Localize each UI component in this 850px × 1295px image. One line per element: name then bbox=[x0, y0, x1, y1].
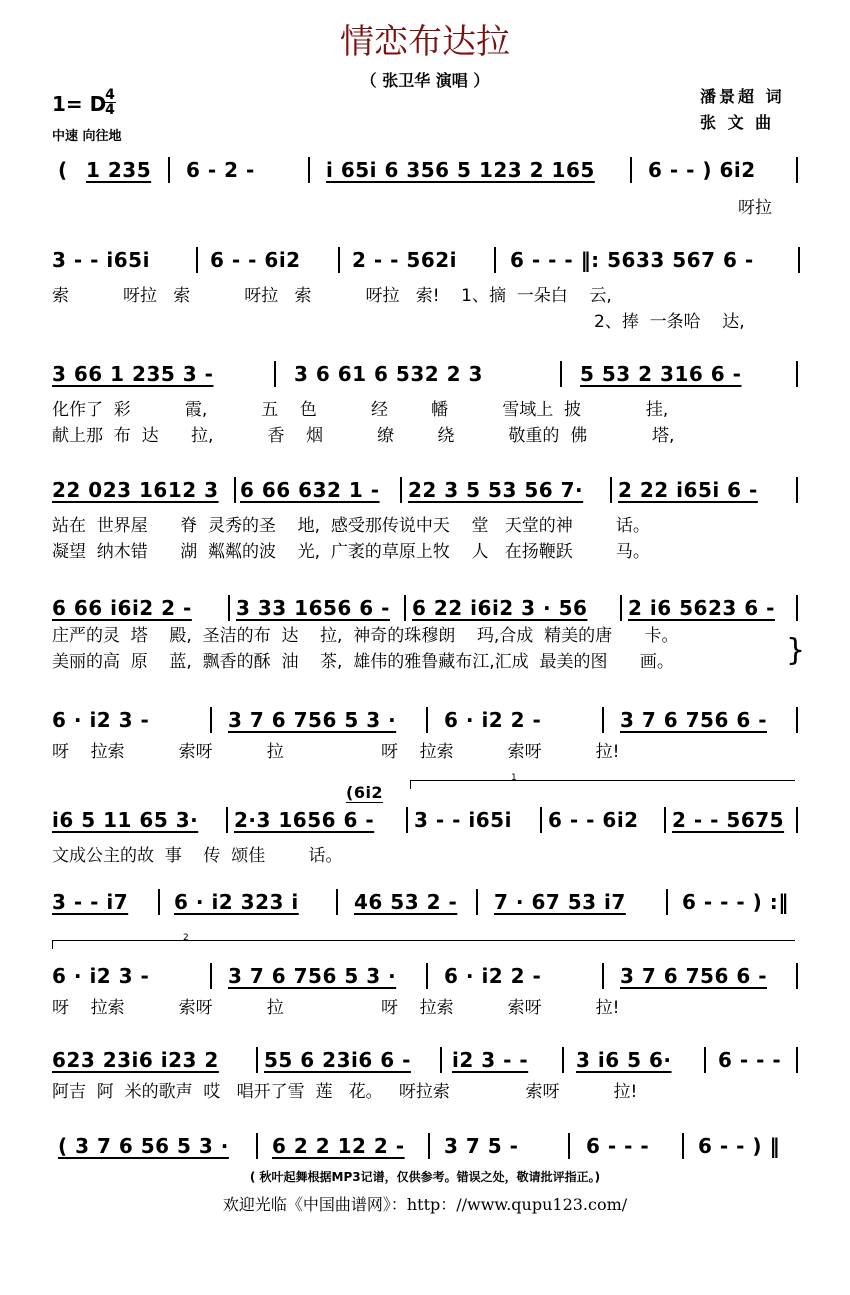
note-group: 3 i6 5 6· bbox=[576, 1048, 672, 1072]
score-line-4 bbox=[0, 476, 850, 504]
barline bbox=[602, 963, 604, 989]
volta-2-bracket bbox=[52, 933, 795, 949]
score-line-1 bbox=[0, 156, 850, 184]
note-group: 2 - - 562i bbox=[352, 248, 458, 272]
note-group: 6 · i2 3 - bbox=[52, 964, 150, 988]
note-group: 3 6 61 6 532 2 3 bbox=[294, 362, 483, 386]
lyric-text: 阿吉 阿 米的歌声 哎 唱开了雪 莲 花。 呀拉索 索呀 拉! bbox=[52, 1082, 638, 1102]
note-group: ( bbox=[58, 158, 68, 182]
barline bbox=[168, 157, 170, 183]
lyric-text: 2、捧 一条哈 达, bbox=[594, 312, 745, 332]
lyric-text: 凝望 纳木错 湖 粼粼的波 光, 广袤的草原上牧 人 在扬鞭跃 马。 bbox=[52, 542, 650, 562]
score-line-10 bbox=[0, 1046, 850, 1074]
note-group: 3 66 1 235 3 - bbox=[52, 362, 214, 386]
score-line-9 bbox=[0, 962, 850, 990]
score-line-7 bbox=[0, 806, 850, 834]
barline bbox=[400, 477, 402, 503]
note-group: 5 53 2 316 6 - bbox=[580, 362, 742, 386]
barline bbox=[560, 361, 562, 387]
score-line-2 bbox=[0, 246, 850, 274]
lyrics-line-3a bbox=[0, 398, 850, 422]
note-group: i 65i 6 356 5 123 2 165 bbox=[326, 158, 595, 182]
lyric-text: 呀 拉索 索呀 拉 呀 拉索 索呀 拉! bbox=[52, 998, 620, 1018]
note-group: 55 6 23i6 6 - bbox=[264, 1048, 411, 1072]
barline bbox=[336, 889, 338, 915]
barline bbox=[610, 477, 612, 503]
verse-brace: } bbox=[786, 633, 806, 668]
barline bbox=[562, 1047, 564, 1073]
note-group: 6 - 2 - bbox=[186, 158, 255, 182]
note-group: 2·3 1656 6 - bbox=[234, 808, 375, 832]
composer-credit: 张 文 曲 bbox=[700, 113, 775, 132]
barline bbox=[494, 247, 496, 273]
note-group: 3 - - i7 bbox=[52, 890, 129, 914]
tempo-marking: 中速 向往地 bbox=[52, 129, 122, 144]
note-group: 3 7 5 - bbox=[444, 1134, 519, 1158]
barline bbox=[796, 361, 798, 387]
note-group: 22 023 1612 3 bbox=[52, 478, 219, 502]
barline bbox=[796, 1047, 798, 1073]
lyric-text: 化作了 彩 霞, 五 色 经 幡 雪域上 披 挂, bbox=[52, 400, 669, 420]
barline bbox=[620, 595, 622, 621]
site-footer: 欢迎光临《中国曲谱网》：http：//www.qupu123.com/ bbox=[222, 1195, 628, 1214]
barline bbox=[796, 807, 798, 833]
barline bbox=[666, 889, 668, 915]
note-group: 3 33 1656 6 - bbox=[236, 596, 390, 620]
note-group: 3 7 6 756 6 - bbox=[620, 964, 768, 988]
score-line-5 bbox=[0, 594, 850, 622]
time-top: 4 bbox=[105, 87, 115, 103]
note-group: 3 - - i65i bbox=[52, 248, 150, 272]
lyrics-line-6 bbox=[0, 740, 850, 764]
note-group: 3 7 6 756 5 3 · bbox=[228, 708, 397, 732]
note-group: 6 - - - bbox=[586, 1134, 650, 1158]
lyric-text: 献上那 布 达 拉, 香 烟 缭 绕 敬重的 佛 塔, bbox=[52, 426, 675, 446]
note-group: 3 - - i65i bbox=[414, 808, 512, 832]
barline bbox=[664, 807, 666, 833]
time-signature bbox=[104, 88, 116, 117]
score-line-11 bbox=[0, 1132, 850, 1160]
lyrics-line-9 bbox=[0, 996, 850, 1020]
note-group: 6 - - 6i2 bbox=[210, 248, 301, 272]
lyrics-line-1 bbox=[0, 196, 850, 220]
alt-notes bbox=[0, 782, 850, 804]
barline bbox=[602, 707, 604, 733]
lyric-text: 站在 世界屋 脊 灵秀的圣 地, 感受那传说中天 堂 天堂的神 话。 bbox=[52, 516, 650, 536]
barline bbox=[404, 595, 406, 621]
barline bbox=[228, 595, 230, 621]
barline bbox=[210, 707, 212, 733]
note-group: 6 · i2 323 i bbox=[174, 890, 299, 914]
barline bbox=[796, 963, 798, 989]
barline bbox=[196, 247, 198, 273]
barline bbox=[540, 807, 542, 833]
note-group: i2 3 - - bbox=[452, 1048, 529, 1072]
barline bbox=[796, 477, 798, 503]
time-bottom: 4 bbox=[105, 102, 115, 118]
note-group: 2 i6 5623 6 - bbox=[628, 596, 775, 620]
barline bbox=[630, 157, 632, 183]
lyrics-line-5a bbox=[0, 624, 850, 648]
barline bbox=[210, 963, 212, 989]
volta-2-number: 2 bbox=[183, 933, 189, 943]
barline bbox=[796, 595, 798, 621]
lyrics-line-5b bbox=[0, 650, 850, 674]
note-group: ( 3 7 6 56 5 3 · bbox=[58, 1134, 229, 1158]
lyrics-line-4a bbox=[0, 514, 850, 538]
note-group: 6 66 632 1 - bbox=[240, 478, 380, 502]
barline bbox=[798, 247, 800, 273]
note-group: 6 - - ) 6i2 bbox=[648, 158, 756, 182]
lyrics-line-3b bbox=[0, 424, 850, 448]
barline bbox=[426, 707, 428, 733]
note-group: 6 - - ) ‖ bbox=[698, 1134, 781, 1158]
lyricist-credit: 潘景超 词 bbox=[700, 87, 785, 106]
note-group: 623 23i6 i23 2 bbox=[52, 1048, 219, 1072]
singer-credit: （ 张卫华 演唱 ） bbox=[360, 71, 490, 90]
lyrics-line-10 bbox=[0, 1080, 850, 1104]
note-group: 6 · i2 2 - bbox=[444, 708, 542, 732]
note-group: (6i2 bbox=[346, 783, 384, 802]
lyric-text: 呀拉 bbox=[738, 198, 772, 218]
lyric-text: 呀 拉索 索呀 拉 呀 拉索 索呀 拉! bbox=[52, 742, 620, 762]
barline bbox=[234, 477, 236, 503]
barline bbox=[682, 1133, 684, 1159]
barline bbox=[440, 1047, 442, 1073]
barline bbox=[796, 157, 798, 183]
lyrics-line-4b bbox=[0, 540, 850, 564]
note-group: 6 - - - bbox=[718, 1048, 782, 1072]
barline bbox=[226, 807, 228, 833]
score-line-8 bbox=[0, 888, 850, 916]
barline bbox=[406, 807, 408, 833]
note-group: 6 22 i6i2 3 · 56 bbox=[412, 596, 588, 620]
barline bbox=[158, 889, 160, 915]
lyric-text: 文成公主的故 事 传 颂佳 话。 bbox=[52, 846, 343, 866]
barline bbox=[476, 889, 478, 915]
song-title: 情恋布达拉 bbox=[340, 22, 510, 62]
note-group: 3 7 6 756 5 3 · bbox=[228, 964, 397, 988]
key-signature: 1= D bbox=[52, 92, 107, 116]
note-group: 6 · i2 3 - bbox=[52, 708, 150, 732]
note-group: 6 - - - ) :‖ bbox=[682, 890, 789, 914]
note-group: 3 7 6 756 6 - bbox=[620, 708, 768, 732]
note-group: 46 53 2 - bbox=[354, 890, 458, 914]
note-group: 2 - - 5675 bbox=[672, 808, 785, 832]
barline bbox=[796, 707, 798, 733]
note-group: 6 · i2 2 - bbox=[444, 964, 542, 988]
barline bbox=[308, 157, 310, 183]
note-group: i6 5 11 65 3· bbox=[52, 808, 199, 832]
volta-1-number: 1 bbox=[511, 773, 517, 783]
barline bbox=[704, 1047, 706, 1073]
note-group: 6 2 2 12 2 - bbox=[272, 1134, 405, 1158]
lyric-text: 美丽的高 原 蓝, 飘香的酥 油 茶, 雄伟的雅鲁藏布江,汇成 最美的图 画。 bbox=[52, 652, 674, 672]
lyrics-line-2b bbox=[0, 310, 850, 334]
score-line-6 bbox=[0, 706, 850, 734]
barline bbox=[256, 1133, 258, 1159]
barline bbox=[256, 1047, 258, 1073]
barline bbox=[274, 361, 276, 387]
note-group: 22 3 5 53 56 7· bbox=[408, 478, 584, 502]
lyric-text: 庄严的灵 塔 殿, 圣洁的布 达 拉, 神奇的珠穆朗 玛,合成 精美的唐 卡。 bbox=[52, 626, 679, 646]
transcription-note: ( 秋叶起舞根据MP3记谱，仅供参考。错误之处，敬请批评指正。) bbox=[249, 1170, 601, 1184]
lyric-text: 索 呀拉 索 呀拉 索 呀拉 索! 1、摘 一朵白 云, bbox=[52, 286, 612, 306]
note-group: 2 22 i65i 6 - bbox=[618, 478, 758, 502]
note-group: 6 66 i6i2 2 - bbox=[52, 596, 192, 620]
lyrics-line-7 bbox=[0, 844, 850, 868]
lyrics-line-2a bbox=[0, 284, 850, 308]
note-group: 6 - - - ‖: 5633 567 6 - bbox=[510, 248, 754, 272]
score-line-3 bbox=[0, 360, 850, 388]
barline bbox=[338, 247, 340, 273]
barline bbox=[428, 1133, 430, 1159]
note-group: 6 - - 6i2 bbox=[548, 808, 639, 832]
note-group: 7 · 67 53 i7 bbox=[494, 890, 626, 914]
barline bbox=[568, 1133, 570, 1159]
note-group: 1 235 bbox=[86, 158, 152, 182]
barline bbox=[426, 963, 428, 989]
